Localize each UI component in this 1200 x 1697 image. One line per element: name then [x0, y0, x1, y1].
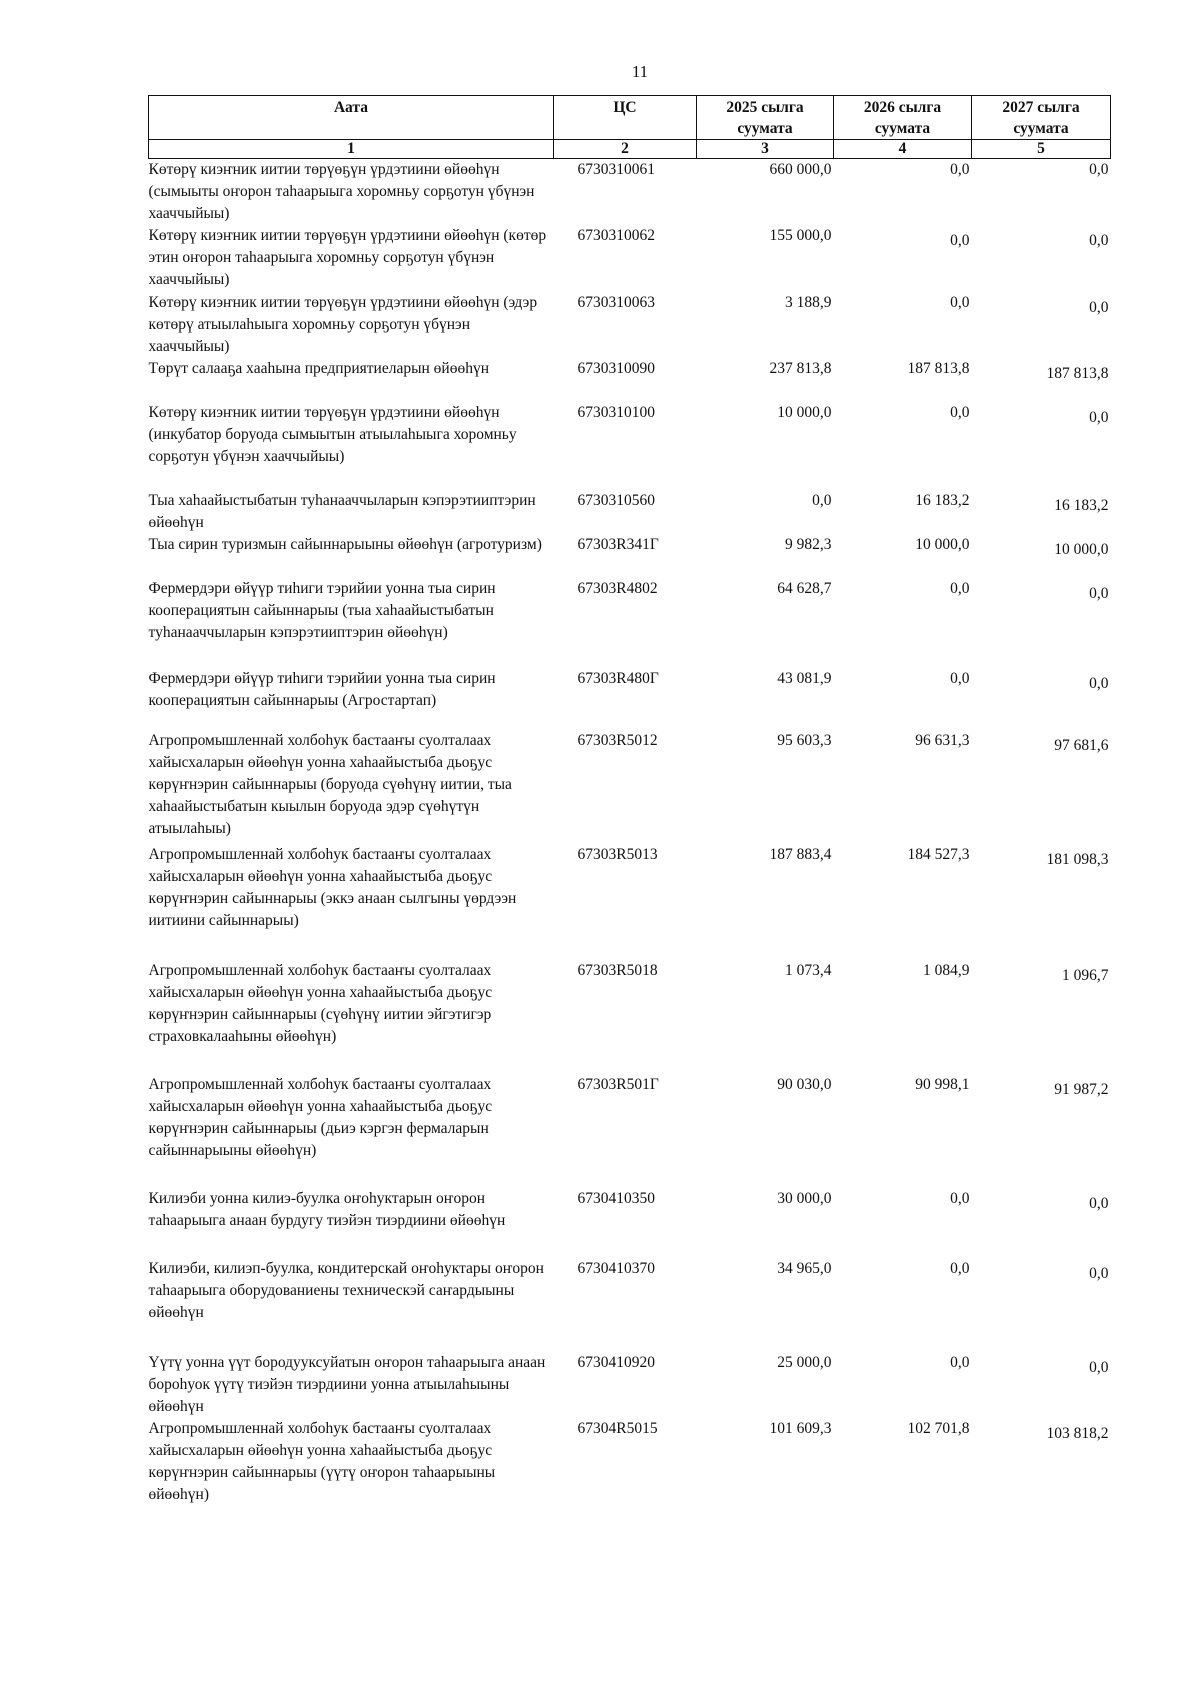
row-2027: 0,0 [1089, 675, 1109, 692]
row-code: 6730410920 [577, 1354, 655, 1371]
table-row [149, 358, 1111, 402]
row-2025: 155 000,0 [769, 227, 832, 244]
header-row [149, 96, 1111, 140]
row-code: 67303R480Г [577, 670, 659, 687]
table-row [149, 1188, 1111, 1258]
table-row [149, 960, 1111, 1074]
row-code: 67303R5012 [577, 732, 658, 749]
row-2025: 10 000,0 [777, 404, 832, 421]
table-row [149, 1418, 1111, 1508]
row-name: Тыа сирин туризмын сайыннарыыны өйөөһүн (агротуризм) [148, 536, 542, 553]
row-name: Агропромышленнай холбоһук бастааҥы суолталаах хайысхаларын өйөөһүн уонна хаһаайыстыба дьоҕус көрүҥнэрин сайыннарыы (сүөһүнү иитии эйгэтигэр страховкалааһыны өйөөһүн) [148, 962, 493, 1045]
row-2027: 97 681,6 [1054, 737, 1109, 754]
row-code: 6730310062 [577, 227, 655, 244]
row-name: Фермердэри өйүүр тиһиги тэрийии уонна тыа сирин кооперациятын сайыннарыы (Агростартап) [148, 670, 496, 709]
table-row [149, 490, 1111, 534]
row-2025: 43 081,9 [777, 670, 832, 687]
row-code: 67303R341Г [577, 536, 659, 553]
header-2027: 2027 сылга суумата [972, 96, 1111, 140]
column-number: 3 [697, 140, 834, 159]
header-code: ЦС [554, 96, 697, 140]
row-code: 67303R4802 [577, 580, 658, 597]
row-2027: 0,0 [1089, 585, 1109, 602]
row-2026: 0,0 [950, 1190, 970, 1207]
row-2025: 237 813,8 [769, 360, 832, 377]
row-2025: 3 188,9 [785, 294, 832, 311]
row-2026: 1 084,9 [923, 962, 970, 979]
row-2025: 95 603,3 [777, 732, 832, 749]
row-2025: 0,0 [812, 492, 832, 509]
row-2026: 184 527,3 [907, 846, 970, 863]
row-2025: 187 883,4 [769, 846, 832, 863]
row-2027: 0,0 [1089, 1195, 1109, 1212]
table-row [149, 534, 1111, 578]
column-number-row [149, 140, 1111, 159]
row-name: Килиэби уонна килиэ-буулка оҥоһуктарын оҥорон таһаарыыга анаан бурдугу тиэйэн тиэрдиини өйөөһүн [148, 1190, 506, 1229]
row-name: Тыа хаһаайыстыбатын туһанааччыларын кэпэрэтииптэрин өйөөһүн [148, 492, 536, 531]
row-code: 67303R501Г [577, 1076, 659, 1093]
row-name: Фермердэри өйүүр тиһиги тэрийии уонна тыа сирин кооперациятын сайыннарыы (тыа хаһаайыстыбатын туһанааччыларын кэпэрэтииптэрин өйөөһүн) [148, 580, 496, 641]
row-2025: 90 030,0 [777, 1076, 832, 1093]
row-2027: 0,0 [1089, 299, 1109, 316]
table-row [149, 402, 1111, 490]
row-2027: 181 098,3 [1046, 851, 1109, 868]
row-2025: 30 000,0 [777, 1190, 832, 1207]
table-row [149, 159, 1111, 226]
row-code: 6730310063 [577, 294, 655, 311]
row-code: 67304R5015 [577, 1420, 658, 1437]
table-row [149, 578, 1111, 668]
row-2027: 16 183,2 [1054, 497, 1109, 514]
row-2026: 0,0 [950, 232, 970, 249]
row-code: 67303R5018 [577, 962, 658, 979]
row-name: Үүтү уонна үүт бородууксуйатын оҥорон таһаарыыга анаан бороһуок үүтү тиэйэн тиэрдиини уонна атыылаһыыны өйөөһүн [148, 1354, 546, 1415]
table-row [149, 844, 1111, 960]
row-name: Агропромышленнай холбоһук бастааҥы суолталаах хайысхаларын өйөөһүн уонна хаһаайыстыба дьоҕус көрүҥнэрин сайыннарыы (боруода сүөһүнү иитии, тыа хаһаайыстыбатын кыылын боруода эдэр сүөһүтүн атыылаһыы) [148, 732, 512, 837]
row-2025: 660 000,0 [769, 161, 832, 178]
row-name: Агропромышленнай холбоһук бастааҥы суолталаах хайысхаларын өйөөһүн уонна хаһаайыстыба дьоҕус көрүҥнэрин сайыннарыы (үүтү оҥорон таһаарыыны өйөөһүн) [148, 1420, 496, 1503]
row-2027: 187 813,8 [1046, 365, 1109, 382]
row-2027: 0,0 [1089, 1359, 1109, 1376]
row-2025: 25 000,0 [777, 1354, 832, 1371]
row-name: Көтөрү киэҥник иитии төрүөҕүн үрдэтиини өйөөһүн (сымыыты оҥорон таһаарыыга хоромньу сорҕотун үбүнэн хааччыйыы) [148, 161, 535, 222]
row-name: Агропромышленнай холбоһук бастааҥы суолталаах хайысхаларын өйөөһүн уонна хаһаайыстыба дьоҕус көрүҥнэрин сайыннарыы (дьиэ кэргэн фермаларын сайыннарыыны өйөөһүн) [148, 1076, 493, 1159]
row-2026: 10 000,0 [915, 536, 970, 553]
row-2026: 96 631,3 [915, 732, 970, 749]
column-number: 4 [834, 140, 972, 159]
table-row [149, 1258, 1111, 1352]
row-2026: 0,0 [950, 670, 970, 687]
row-code: 6730310090 [577, 360, 655, 377]
row-2027: 103 818,2 [1046, 1425, 1109, 1442]
row-name: Килиэби, килиэп-буулка, кондитерскай оҥоһуктары оҥорон таһаарыыга оборудованиены техническэй саҥардыыны өйөөһүн [148, 1260, 544, 1321]
row-2027: 0,0 [1089, 232, 1109, 249]
row-2027: 1 096,7 [1062, 967, 1109, 984]
row-name: Төрүт салааҕа хааһына предприятиеларын өйөөһүн [148, 360, 490, 377]
row-2026: 102 701,8 [907, 1420, 970, 1437]
column-number: 5 [972, 140, 1111, 159]
row-2027: 10 000,0 [1054, 541, 1109, 558]
row-2027: 0,0 [1089, 1265, 1109, 1282]
budget-table [148, 95, 1111, 1508]
table-row [149, 668, 1111, 730]
row-code: 6730310061 [577, 161, 655, 178]
table-row [149, 1074, 1111, 1188]
table-row [149, 292, 1111, 358]
row-2026: 0,0 [950, 404, 970, 421]
row-2025: 9 982,3 [785, 536, 832, 553]
table-row [149, 225, 1111, 292]
row-name: Агропромышленнай холбоһук бастааҥы суолталаах хайысхаларын өйөөһүн уонна хаһаайыстыба дьоҕус көрүҥнэрин сайыннарыы (эккэ анаан сылгыны үөрдээн иитиини сайыннарыы) [148, 846, 517, 929]
row-2026: 0,0 [950, 161, 970, 178]
row-2026: 187 813,8 [907, 360, 970, 377]
header-2026: 2026 сылга суумата [834, 96, 972, 140]
row-code: 6730410350 [577, 1190, 655, 1207]
row-2026: 0,0 [950, 580, 970, 597]
header-name: Аата [149, 96, 554, 140]
row-code: 6730410370 [577, 1260, 655, 1277]
row-code: 6730310560 [577, 492, 655, 509]
page-number: 11 [631, 62, 649, 81]
row-2026: 90 998,1 [915, 1076, 970, 1093]
row-name: Көтөрү киэҥник иитии төрүөҕүн үрдэтиини өйөөһүн (инкубатор боруода сымыытын атыылаһыыга хоромньу сорҕотун үбүнэн хааччыйыы) [148, 404, 517, 465]
row-2027: 0,0 [1089, 409, 1109, 426]
row-2027: 0,0 [1089, 161, 1109, 178]
row-2025: 64 628,7 [777, 580, 832, 597]
row-2027: 91 987,2 [1054, 1081, 1109, 1098]
table-row [149, 1352, 1111, 1418]
row-name: Көтөрү киэҥник иитии төрүөҕүн үрдэтиини өйөөһүн (көтөр этин оҥорон таһаарыыга хоромньу сорҕотун үбүнэн хааччыйыы) [148, 227, 547, 288]
row-code: 6730310100 [577, 404, 655, 421]
header-2025: 2025 сылга суумата [697, 96, 834, 140]
row-2025: 101 609,3 [769, 1420, 832, 1437]
row-2026: 0,0 [950, 1260, 970, 1277]
row-2025: 34 965,0 [777, 1260, 832, 1277]
table-row [149, 730, 1111, 844]
row-2025: 1 073,4 [785, 962, 832, 979]
column-number: 2 [554, 140, 697, 159]
row-code: 67303R5013 [577, 846, 658, 863]
row-2026: 16 183,2 [915, 492, 970, 509]
row-2026: 0,0 [950, 294, 970, 311]
row-2026: 0,0 [950, 1354, 970, 1371]
row-name: Көтөрү киэҥник иитии төрүөҕүн үрдэтиини өйөөһүн (эдэр көтөрү атыылаһыыга хоромньу сорҕотун үбүнэн хааччыйыы) [148, 294, 538, 355]
column-number: 1 [149, 140, 554, 159]
